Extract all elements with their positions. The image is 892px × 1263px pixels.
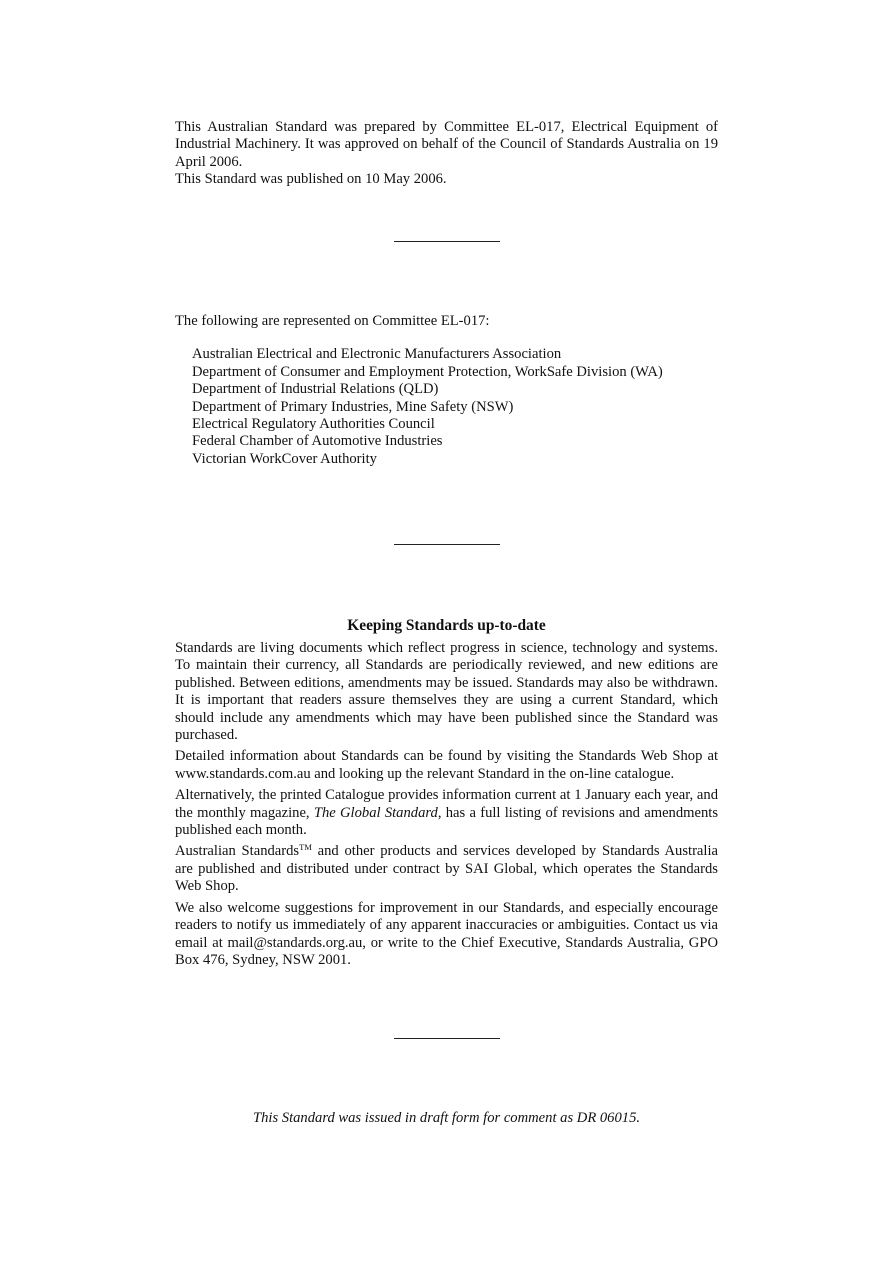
committee-member: Department of Industrial Relations (QLD) <box>192 381 439 398</box>
section-divider <box>394 241 500 242</box>
committee-member: Department of Consumer and Employment Protection, WorkSafe Division (WA) <box>192 363 663 380</box>
keeping-paragraph-web-shop: Detailed information about Standards can be found by visiting the Standards Web Shop at www.standards.com.au and looking up the relevant Standard in the on-line catalogue. <box>175 748 718 782</box>
distribution-text: and other products and services developed by Standards Australia are published and distributed under contract by SAI Global, which operates the Standards Web Shop. <box>175 843 718 895</box>
brand-name: Australian Standards <box>175 843 300 860</box>
committee-member: Electrical Regulatory Authorities Council <box>192 416 435 433</box>
keeping-standards-section <box>175 640 718 973</box>
committee-section <box>175 313 718 468</box>
keeping-paragraph-catalogue <box>175 787 718 839</box>
catalogue-text-end: , has a full listing of revisions and amendments published each month. <box>175 804 719 839</box>
keeping-paragraph-feedback: We also welcome suggestions for improvement in our Standards, and especially encourage readers to notify us immediately of any apparent inaccuracies or ambiguities. Contact us via email at mail@standards.org.au, or write to the Chief Executive, Standards Australia, GPO Box 476, Sydney, NSW 2001. <box>175 899 718 968</box>
keeping-paragraph-distribution <box>175 843 718 895</box>
committee-heading: The following are represented on Committee EL-017: <box>175 313 490 329</box>
keeping-paragraph-living-documents: Standards are living documents which reflect progress in science, technology and systems. To maintain their currency, all Standards are periodically reviewed, and new editions are published. Between editions, amendments may be issued. Standards may also be withdrawn. It is important that readers assure themselves they are using a current Standard, which should include any amendments which may have been published since the Standard was purchased. <box>175 640 718 744</box>
publication-statement: This Standard was published on 10 May 2006. <box>175 171 447 188</box>
trademark-mark: TM <box>299 842 312 853</box>
committee-member: Australian Electrical and Electronic Manufacturers Association <box>192 346 562 363</box>
committee-member-list <box>175 346 718 468</box>
committee-member: Federal Chamber of Automotive Industries <box>192 433 443 450</box>
approval-section <box>175 119 718 189</box>
committee-member: Department of Primary Industries, Mine Safety (NSW) <box>192 398 514 415</box>
keeping-standards-heading: Keeping Standards up-to-date <box>347 617 546 634</box>
section-divider <box>394 1038 500 1039</box>
section-divider <box>394 544 500 545</box>
catalogue-text-start: Alternatively, the printed Catalogue provides information current at 1 January each year, and the monthly magazine, <box>175 787 718 821</box>
committee-member: Victorian WorkCover Authority <box>192 450 377 467</box>
draft-note: This Standard was issued in draft form for comment as DR 06015. <box>252 1110 641 1126</box>
approval-statement: This Australian Standard was prepared by Committee EL-017, Electrical Equipment of Industrial Machinery. It was approved on behalf of the Council of Standards Australia on 19 April 2006. <box>175 119 718 170</box>
magazine-title: The Global Standard <box>313 804 438 821</box>
